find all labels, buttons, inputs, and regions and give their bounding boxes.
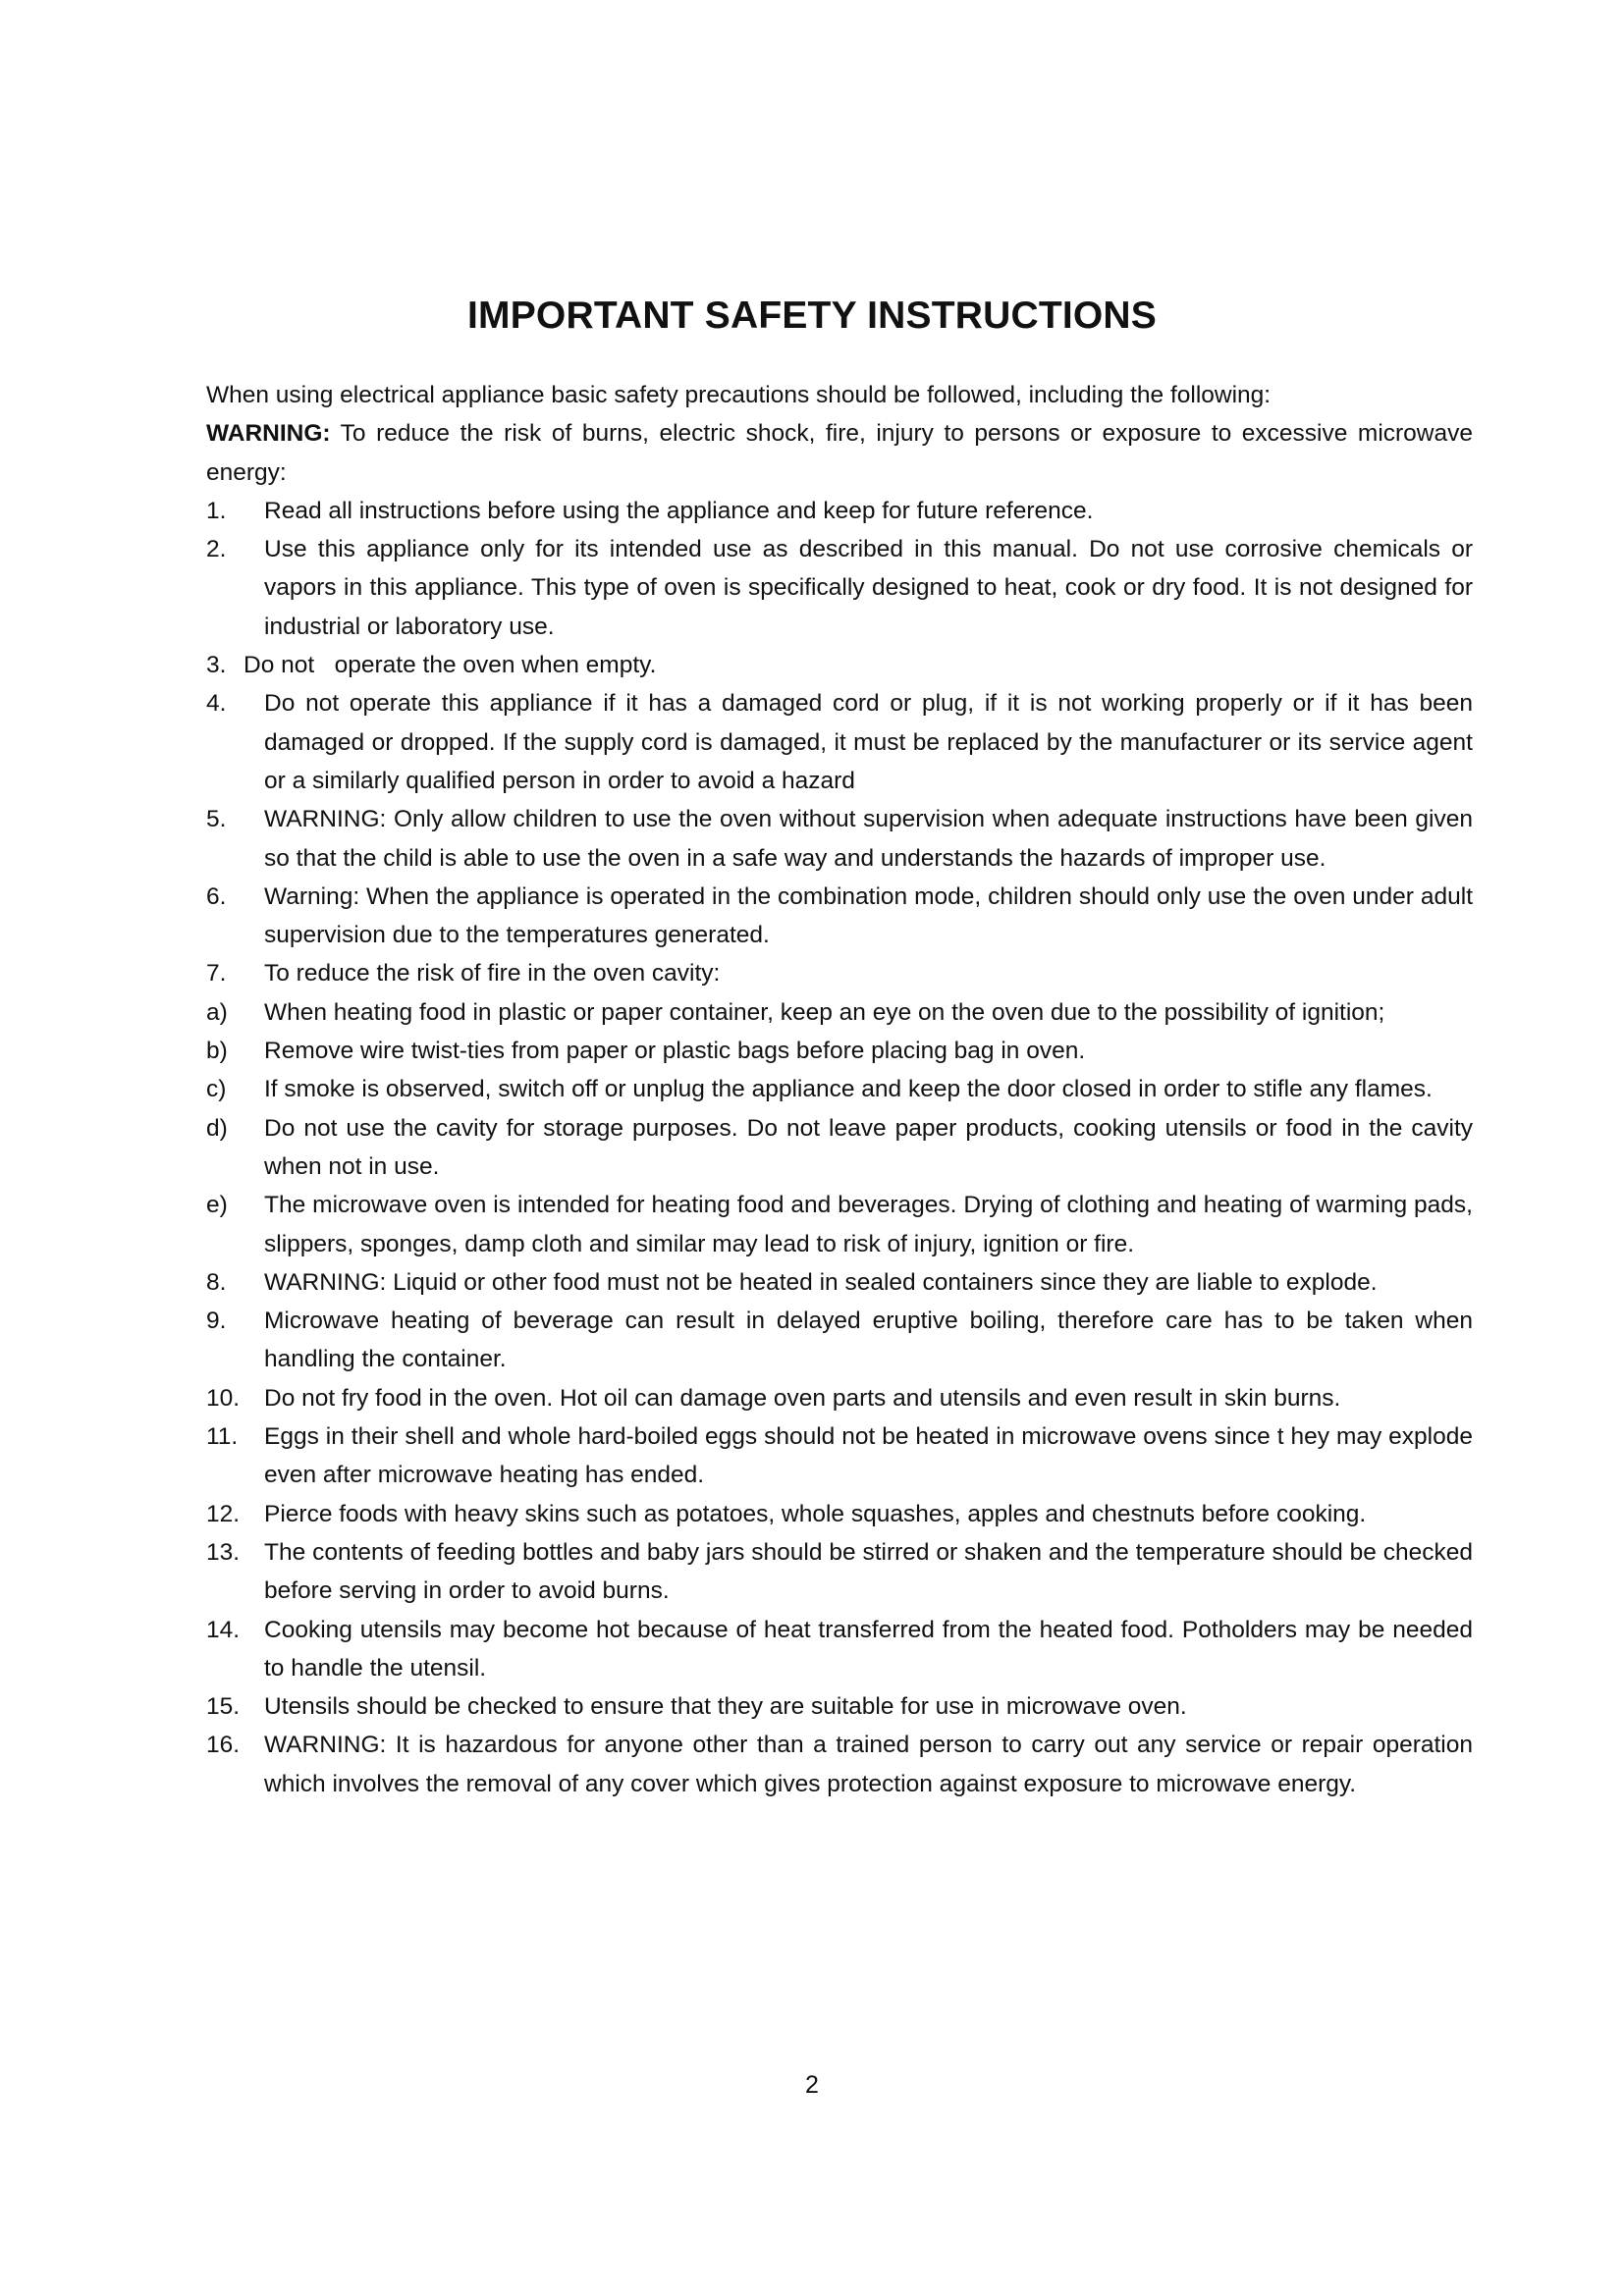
item-number: 8. (206, 1268, 227, 1296)
list-item (206, 646, 1473, 684)
item-number: 7. (206, 960, 227, 988)
intro-paragraph: When using electrical appliance basic safety precautions should be followed, including the following: (206, 382, 1272, 408)
item-number: 10. (206, 1384, 241, 1412)
item-number: 9. (206, 1308, 227, 1335)
item-text: Utensils should be checked to ensure that they are suitable for use in microwave oven. (264, 1693, 1187, 1721)
list-item (206, 1495, 1473, 1533)
item-text: Read all instructions before using the appliance and keep for future reference. (264, 497, 1094, 524)
item-number: d) (206, 1114, 228, 1142)
item-text: Use this appliance only for its intended use as described in this manual. Do not use corrosive chemicals or vapors in this appliance. This type of oven is specifically designed to heat, cook or dry food. It is not designed for industrial or laboratory use. (264, 536, 1473, 640)
item-number: 1. (206, 497, 227, 524)
list-item (206, 1032, 1473, 1070)
item-text: Cooking utensils may become hot because of heat transferred from the heated food. Potholders may be needed to handle the utensil. (264, 1616, 1473, 1682)
item-text: Eggs in their shell and whole hard-boiled eggs should not be heated in microwave ovens since t hey may explode even after microwave heating has ended. (264, 1423, 1473, 1489)
item-number: a) (206, 998, 228, 1026)
item-number: 2. (206, 536, 227, 563)
item-number: 15. (206, 1693, 241, 1721)
list-item (206, 1533, 1473, 1611)
list-item (206, 492, 1473, 530)
warning-paragraph (206, 414, 1473, 492)
list-item (206, 1186, 1473, 1263)
item-text: To reduce the risk of fire in the oven cavity: (264, 960, 721, 988)
list-item (206, 530, 1473, 646)
list-item (206, 684, 1473, 800)
item-text: WARNING: Liquid or other food must not be heated in sealed containers since they are liable to explode. (264, 1268, 1378, 1296)
warning-text: To reduce the risk of burns, electric shock, fire, injury to persons or exposure to excessive microwave energy: (206, 420, 1473, 486)
page-title: IMPORTANT SAFETY INSTRUCTIONS (466, 294, 1158, 337)
item-number: 16. (206, 1732, 241, 1759)
item-number: c) (206, 1076, 227, 1103)
item-number: 11. (206, 1423, 239, 1451)
item-number: 14. (206, 1616, 241, 1643)
list-item (206, 1263, 1473, 1302)
item-text: Do not operate the oven when empty. (244, 652, 657, 679)
item-text: Remove wire twist-ties from paper or plastic bags before placing bag in oven. (264, 1038, 1086, 1065)
item-text: Do not use the cavity for storage purposes. Do not leave paper products, cooking utensils or food in the cavity when not in use. (264, 1114, 1473, 1180)
list-item (206, 993, 1473, 1032)
item-text: When heating food in plastic or paper container, keep an eye on the oven due to the possibility of ignition; (264, 998, 1385, 1026)
item-text: Microwave heating of beverage can result in delayed eruptive boiling, therefore care has to be taken when handling the container. (264, 1308, 1473, 1373)
item-text: Warning: When the appliance is operated in the combination mode, children should only use the oven under adult supervision due to the temperatures generated. (264, 882, 1473, 949)
list-item (206, 1417, 1473, 1495)
item-number: 4. (206, 690, 227, 718)
item-number: 13. (206, 1538, 241, 1566)
item-number: 5. (206, 806, 227, 833)
item-text: WARNING: Only allow children to use the oven without supervision when adequate instructions have been given so that the child is able to use the oven in a safe way and understands the hazards of improper use. (264, 806, 1473, 872)
item-number: 12. (206, 1500, 241, 1527)
list-item (206, 1687, 1473, 1726)
list-item (206, 878, 1473, 955)
item-text: WARNING: It is hazardous for anyone other than a trained person to carry out any service or repair operation which involves the removal of any cover which gives protection against exposure to microwave energy. (264, 1732, 1473, 1797)
item-number: 6. (206, 882, 227, 910)
item-text: The microwave oven is intended for heating food and beverages. Drying of clothing and heating of warming pads, slippers, sponges, damp cloth and similar may lead to risk of injury, ignition or fire. (264, 1192, 1473, 1257)
list-item (206, 1070, 1473, 1108)
item-number: b) (206, 1038, 228, 1065)
list-item (206, 954, 1473, 992)
item-text: Do not operate this appliance if it has a damaged cord or plug, if it is not working properly or if it has been damaged or dropped. If the supply cord is damaged, it must be replaced by the manufacturer or its service agent or a similarly qualified person in order to avoid a hazard (264, 690, 1473, 794)
list-item (206, 1611, 1473, 1688)
item-text: Pierce foods with heavy skins such as potatoes, whole squashes, apples and chestnuts before cooking. (264, 1500, 1367, 1527)
list-item (206, 1379, 1473, 1417)
list-item (206, 1302, 1473, 1379)
item-text: The contents of feeding bottles and baby jars should be stirred or shaken and the temperature should be checked before serving in order to avoid burns. (264, 1538, 1473, 1605)
item-text: Do not fry food in the oven. Hot oil can damage oven parts and utensils and even result in skin burns. (264, 1384, 1341, 1412)
item-number: e) (206, 1192, 228, 1219)
item-number: 3. (206, 652, 227, 679)
list-item (206, 800, 1473, 878)
page-number: 2 (805, 2071, 819, 2099)
list-item (206, 1726, 1473, 1803)
warning-label: WARNING: (206, 420, 331, 448)
item-text: If smoke is observed, switch off or unplug the appliance and keep the door closed in order to stifle any flames. (264, 1076, 1433, 1103)
list-item (206, 1109, 1473, 1187)
instructions-body (206, 376, 1473, 1803)
